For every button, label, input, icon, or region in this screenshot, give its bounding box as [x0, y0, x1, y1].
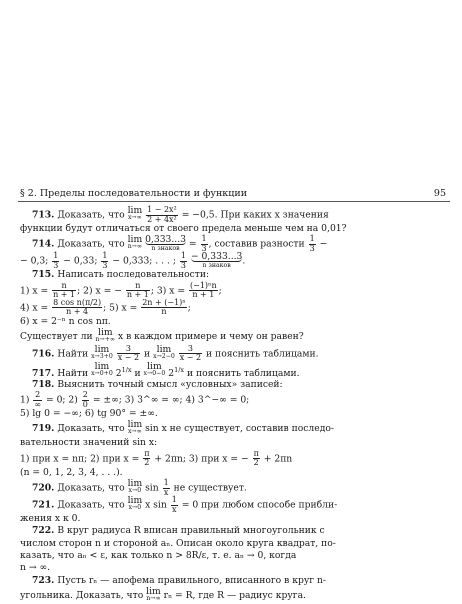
fraction: $\frac{\text{(−1)ⁿn}}{n + 1}$ [190, 280, 217, 300]
fraction: $\frac{\text{8 cos n(π/2)}}{n + 4}$ [53, 297, 102, 317]
limit-operator: lim x→0−0 [143, 360, 166, 377]
problem-723-line-1: 723. Пусть rₙ — апофема правильного, вписанного в круг n- [32, 574, 327, 586]
fraction: $\frac{2}{0}$ [82, 390, 88, 409]
underbrace: 0,333...3 n знаков [145, 234, 186, 253]
problem-723-line-2: угольника. Доказать, что lim n→∞ rₙ = R, где R — радиус круга. [20, 585, 306, 602]
problem-716: 716. Найти lim x→3+0 $\frac{3}{x - 2}$ и lim x→2−0 $\frac{3}{x - 2}$ и пояснить таблицами. [32, 343, 319, 363]
problem-719-line-4: (n = 0, 1, 2, 3, 4, . . .). [20, 466, 123, 478]
problem-number: 714. [32, 238, 55, 250]
problem-718-line-2: 5) lg 0 = −∞; 6) tg 90° = ±∞. [20, 408, 158, 420]
fraction: $\frac{\pi}{2}$ [253, 448, 259, 468]
problem-number: 719. [32, 423, 55, 435]
problem-722-line-1: 722. В круг радиуса R вписан правильный многоугольник с [32, 525, 325, 537]
limit-operator: lim x→0 [127, 478, 143, 495]
problem-number: 720. [32, 482, 55, 494]
limit-operator: lim x→0+0 [91, 360, 113, 377]
problem-number: 717. [32, 367, 55, 379]
limit-operator: lim x→∞ [127, 205, 143, 221]
fraction: $\frac{1}{3}$ [180, 251, 186, 270]
limit-operator: lim x→2−0 [153, 343, 175, 360]
fraction: $\frac{1}{x}$ [171, 495, 177, 514]
problem-number: 716. [32, 348, 55, 360]
problem-number: 713. [32, 209, 55, 221]
problem-715-title: 715. Написать последовательности: [32, 269, 210, 281]
fraction: $\frac{1}{3}$ [309, 234, 315, 253]
problem-722-line-4: n → ∞. [20, 562, 51, 574]
problem-719-line-2: вательности значений sin x: [20, 437, 158, 449]
limit-operator: lim n→∞ [146, 585, 161, 602]
underbrace: − 0,333...3 n знаков [190, 251, 243, 270]
fraction: $\frac{\text{2n + (−1)ⁿ}}{n}$ [142, 297, 186, 317]
problem-number: 718. [32, 378, 55, 390]
limit-operator: lim n→∞ [127, 234, 143, 251]
problem-722-line-3: казать, что aₙ < ε, как только n > 8R/ε, т. е. aₙ → 0, когда [20, 549, 297, 561]
page-number: 95 [433, 188, 446, 199]
blank-top-area [0, 0, 462, 187]
problem-number: 721. [32, 499, 55, 511]
fraction: $\frac{n}{n + 1}$ [53, 280, 76, 300]
fraction: $\frac{1}{x}$ [163, 478, 169, 497]
limit-operator: lim n→+∞ [95, 326, 116, 343]
fraction: $\frac{3}{x - 2}$ [179, 343, 202, 363]
fraction: $\frac{\text{1 − 2x²}}{\text{2 + 4x²}}$ [147, 205, 177, 224]
problem-722-line-2: числом сторон n и стороной aₙ. Описан около круга квадрат, по- [20, 537, 336, 549]
fraction: $\frac{2}{\infty}$ [34, 390, 42, 409]
problem-714-line-1: 714. Доказать, что lim n→∞ 0,333...3 n знаков = $\frac{1}{3}$ , составив разности $\frac{1}{3}$ − [32, 234, 328, 253]
fraction: $\frac{n}{n + 1}$ [126, 280, 149, 300]
problem-717: 717. Найти lim x→0+0 $2^{1/x}$ и lim x→0−0 $2^{1/x}$ и пояснить таблицами. [32, 360, 300, 379]
fraction: $\frac{1}{3}$ [201, 234, 207, 253]
limit-operator: lim x→3+0 [91, 343, 113, 360]
problem-number: 722. [32, 525, 55, 537]
problem-713-line-1: 713. Доказать, что lim x→∞ $\frac{\text{1 − 2x²}}{\text{2 + 4x²}}$ = −0,5. При каких x значения [32, 205, 329, 224]
problem-718-line-1: 1) $\frac{2}{\infty}$ = 0; 2) $\frac{2}{0}$ = ±∞; 3) 3^∞ = ∞; 4) 3^−∞ = 0; [20, 390, 250, 409]
problem-720: 720. Доказать, что lim x→0 sin $\frac{1}{x}$ не существует. [32, 478, 247, 497]
fraction: $\frac{1}{3}$ [102, 251, 108, 270]
running-title: § 2. Пределы последовательности и функции [20, 188, 248, 199]
problem-number: 715. [32, 269, 55, 281]
problem-718-title: 718. Выяснить точный смысл «условных» записей: [32, 378, 283, 390]
fraction: $\frac{\pi}{2}$ [144, 448, 150, 468]
problem-715-line-1: 1) x = $\frac{n}{n + 1}$ ; 2) x = − $\frac{n}{n + 1}$ ; 3) x = $\frac{\text{(−1)ⁿn}}{n + 1}$ ; [20, 280, 222, 300]
problem-719-line-1: 719. Доказать, что lim x→∞ sin x не существует, составив последо- [32, 419, 334, 436]
fraction: $\frac{1}{3}$ [53, 251, 59, 270]
problem-713-line-2: функции будут отличаться от своего предела меньше чем на 0,01? [20, 223, 347, 234]
problem-714-line-2: − 0,3; $\frac{1}{3}$ − 0,33; $\frac{1}{3}$ − 0,333; . . . ; $\frac{1}{3}$ − 0,333...3 n знаков . [20, 251, 246, 270]
fraction: $\frac{3}{x - 2}$ [117, 343, 140, 363]
problem-number: 723. [32, 574, 55, 586]
limit-operator: lim x→0 [127, 495, 143, 512]
page-content [20, 205, 448, 602]
problem-715-question: Существует ли lim n→+∞ x в каждом примере и чему он равен? [20, 326, 304, 343]
page-header [18, 187, 450, 202]
problem-719-line-3: 1) при x = nπ; 2) при x = $\frac{\pi}{2}$ + 2πn; 3) при x = − $\frac{\pi}{2}$ + 2πn [20, 448, 293, 468]
limit-operator: lim x→∞ [127, 419, 143, 436]
problem-721-line-2: жения x к 0. [20, 513, 81, 525]
problem-715-line-2: 4) x = $\frac{\text{8 cos n(π/2)}}{n + 4}$ ; 5) x = $\frac{\text{2n + (−1)ⁿ}}{n}$ ; [20, 297, 191, 317]
problem-721-line-1: 721. Доказать, что lim x→0 x sin $\frac{1}{x}$ = 0 при любом способе прибли- [32, 495, 338, 514]
problem-715-line-3: 6) x = 2⁻ⁿ n cos nπ. [20, 315, 111, 327]
